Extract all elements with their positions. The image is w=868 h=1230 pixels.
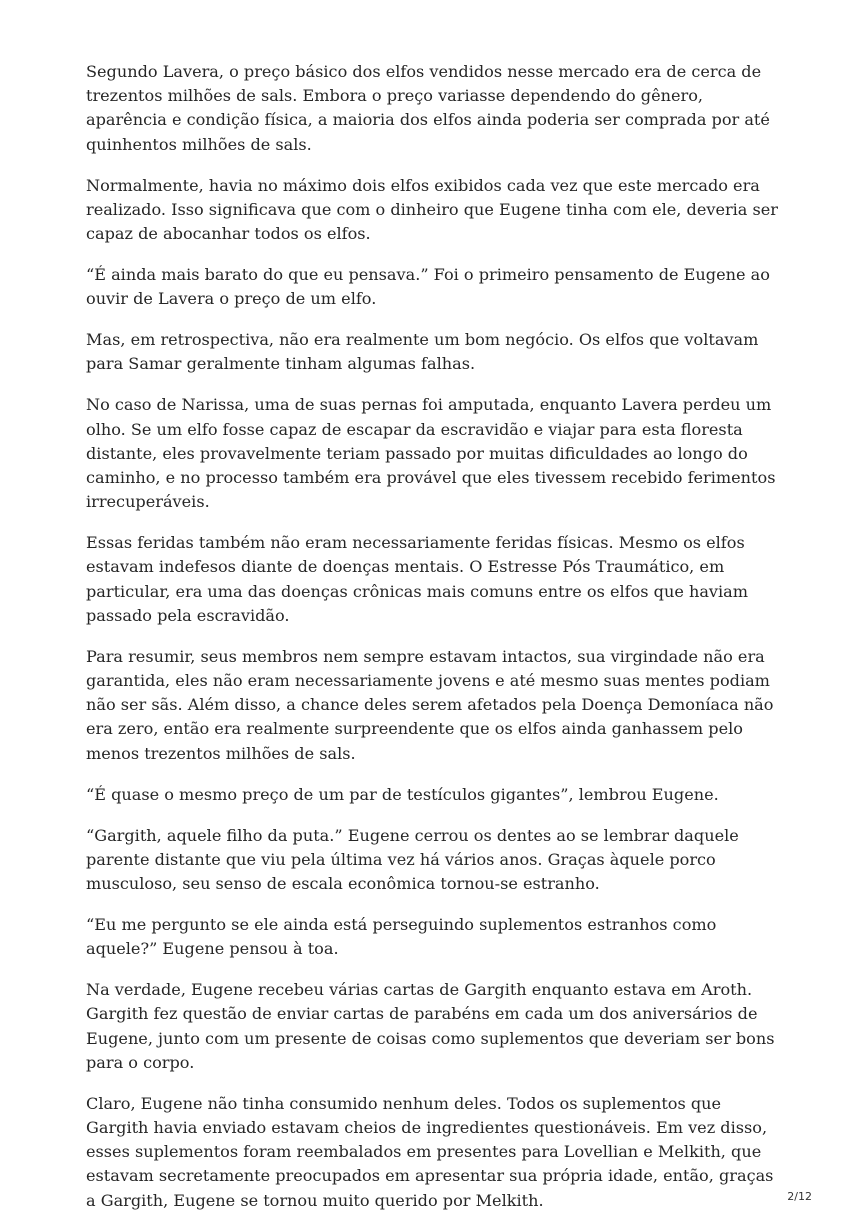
paragraph-1: Segundo Lavera, o preço básico dos elfos vendidos nesse mercado era de cerca de trezentos milhões de sals. Embora o preço variasse dependendo do gênero, aparência e condição física, a maioria dos elfos ainda poderia ser comprada por até quinhentos milhões de sals. xyxy=(86,62,770,154)
paragraph-3: “É ainda mais barato do que eu pensava.” Foi o primeiro pensamento de Eugene ao ouvir de Lavera o preço de um elfo. xyxy=(86,265,770,309)
paragraph-10: “Eu me pergunto se ele ainda está perseguindo suplementos estranhos como aquele?” Eugene pensou à toa. xyxy=(86,915,717,959)
paragraph-8: “É quase o mesmo preço de um par de testículos gigantes”, lembrou Eugene. xyxy=(86,784,719,804)
paragraph-9: “Gargith, aquele filho da puta.” Eugene cerrou os dentes ao se lembrar daquele parente distante que viu pela última vez há vários anos. Graças àquele porco musculoso, seu senso de escala econômica tornou-se estranho. xyxy=(86,825,739,894)
paragraph-6: Essas feridas também não eram necessariamente feridas físicas. Mesmo os elfos estavam indefesos diante de doenças mentais. O Estresse Pós Traumático, em particular, era uma das doenças crônicas mais comuns entre os elfos que haviam passado pela escravidão. xyxy=(86,533,749,625)
paragraph-12: Claro, Eugene não tinha consumido nenhum deles. Todos os suplementos que Gargith havia enviado estavam cheios de ingredientes questionáveis. Em vez disso, esses suplementos foram reembalados em presentes para Lovellian e Melkith, que estavam secretamente preocupados em apresentar sua própria idade, então, graças a Gargith, Eugene se tornou muito querido por Melkith. xyxy=(86,1093,774,1210)
paragraph-11: Na verdade, Eugene recebeu várias cartas de Gargith enquanto estava em Aroth. Gargith fez questão de enviar cartas de parabéns em cada um dos aniversários de Eugene, junto com um presente de coisas como suplementos que deveriam ser bons para o corpo. xyxy=(86,980,775,1072)
paragraph-7: Para resumir, seus membros nem sempre estavam intactos, sua virgindade não era garantida, eles não eram necessariamente jovens e até mesmo suas mentes podiam não ser sãs. Além disso, a chance deles serem afetados pela Doença Demoníaca não era zero, então era realmente surpreendente que os elfos ainda ganhassem pelo menos trezentos milhões de sals. xyxy=(86,646,774,763)
paragraph-2: Normalmente, havia no máximo dois elfos exibidos cada vez que este mercado era realizado. Isso significava que com o dinheiro que Eugene tinha com ele, deveria ser capaz de abocanhar todos os elfos. xyxy=(86,175,778,244)
paragraph-5: No caso de Narissa, uma de suas pernas foi amputada, enquanto Lavera perdeu um olho. Se um elfo fosse capaz de escapar da escravidão e viajar para esta floresta distante, eles provavelmente teriam passado por muitas dificuldades ao longo do caminho, e no processo também era provável que eles tivessem recebido ferimentos irrecuperáveis. xyxy=(86,395,776,512)
page-number: 2/12 xyxy=(787,1190,812,1203)
paragraph-4: Mas, em retrospectiva, não era realmente um bom negócio. Os elfos que voltavam para Samar geralmente tinham algumas falhas. xyxy=(86,330,759,374)
document-body xyxy=(86,60,786,1230)
